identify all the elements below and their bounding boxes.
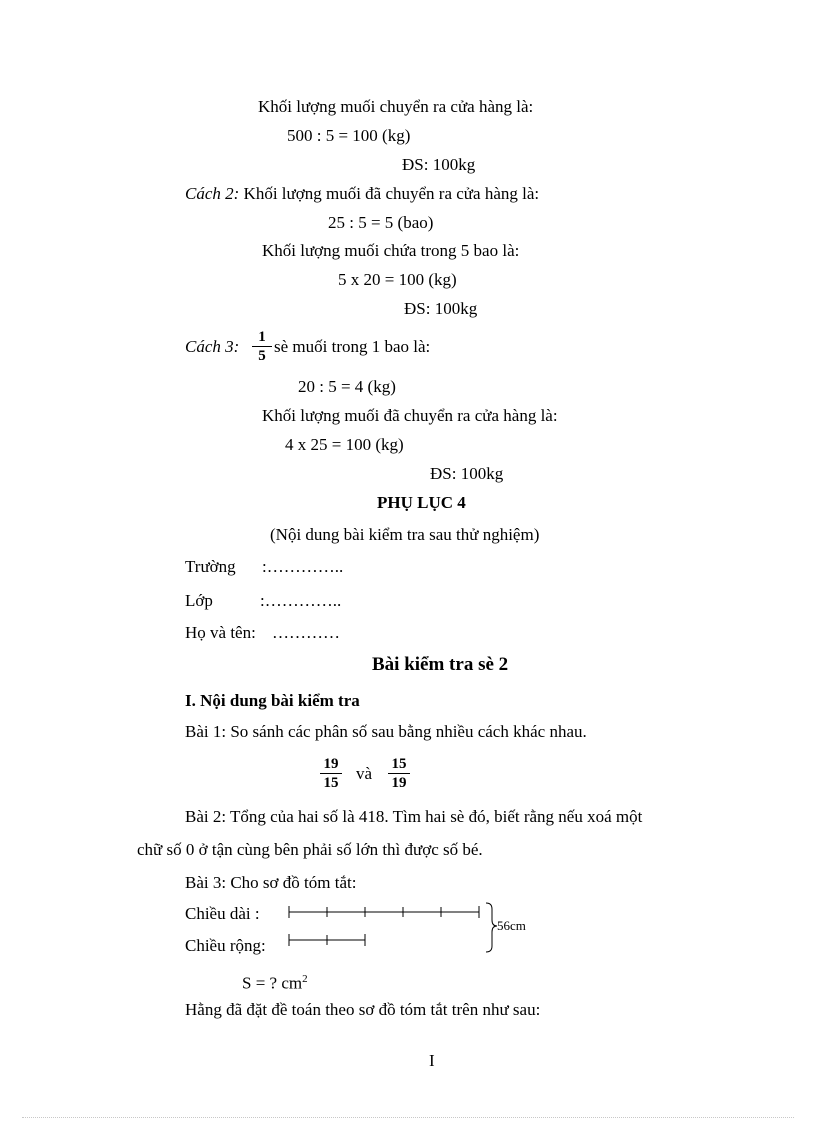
calculation-2a: 25 : 5 = 5 (bao) [328,213,434,232]
appendix-subtitle: (Nội dung bài kiểm tra sau thử nghiệm) [270,525,540,544]
curly-brace [486,903,497,952]
method-2-line [185,184,539,204]
fraction-denominator: 19 [391,775,407,791]
solution-line-2b: Khối lượng muối chứa trong 5 bao là: [262,241,520,260]
problem-2-line-2: chữ số 0 ở tận cùng bên phải số lớn thì được số bé. [137,840,483,859]
fraction-denominator: 5 [258,348,266,364]
class-label: Lớp [185,591,213,610]
area-text: S = ? cm [242,973,303,993]
method-3-label: Cách 3: [185,337,240,356]
answer-2: ĐS: 100kg [404,299,478,318]
answer-3: ĐS: 100kg [430,464,504,483]
width-label: Chiều rộng: [185,936,266,955]
problem-3: Bài 3: Cho sơ đồ tóm tắt: [185,873,357,892]
class-value: :………….. [260,591,342,610]
answer-1: ĐS: 100kg [402,155,476,174]
calculation-3a: 20 : 5 = 4 (kg) [298,377,396,396]
length-label: Chiều dài : [185,904,260,923]
fraction-numerator: 1 [252,329,272,347]
name-value: ………… [272,623,340,642]
problem-4-intro: Hằng đã đặt đề toán theo sơ đồ tóm tắt trên như sau: [185,1000,541,1019]
section-heading: I. Nội dung bài kiểm tra [185,691,360,710]
method-2-text: Khối lượng muối đã chuyển ra cửa hàng là: [239,184,540,203]
fraction-numerator: 15 [388,756,410,774]
name-label: Họ và tên: [185,623,256,642]
page-number: I [429,1051,435,1070]
total-label: 56cm [497,918,526,933]
and-word: và [356,764,373,783]
area-superscript: 2 [302,973,308,985]
school-value: :………….. [262,557,344,576]
fraction-one-fifth [252,329,272,364]
fraction-numerator: 19 [320,756,342,774]
school-label: Trường [185,557,236,576]
fraction-15-19 [388,756,410,791]
appendix-title: PHỤ LỤC 4 [377,493,466,512]
test-title: Bài kiểm tra sè 2 [372,654,509,675]
footer-divider [22,1117,794,1118]
method-3-text: sè muối trong 1 bao là: [274,337,431,356]
calculation-2b: 5 x 20 = 100 (kg) [338,270,457,289]
solution-line-3b: Khối lượng muối đã chuyển ra cửa hàng là: [262,406,558,425]
area-question [242,969,308,994]
solution-line-1: Khối lượng muối chuyển ra cửa hàng là: [258,97,534,116]
problem-2-line-1: Bài 2: Tổng của hai số là 418. Tìm hai sè đó, biết rằng nếu xoá một [185,807,643,826]
calculation-1: 500 : 5 = 100 (kg) [287,126,411,145]
segment-diagram [280,895,540,957]
fraction-19-15 [320,756,342,791]
problem-1: Bài 1: So sánh các phân số sau bằng nhiều cách khác nhau. [185,722,587,741]
method-2-label: Cách 2: [185,184,240,203]
fraction-denominator: 15 [323,775,339,791]
calculation-3b: 4 x 25 = 100 (kg) [285,435,404,454]
